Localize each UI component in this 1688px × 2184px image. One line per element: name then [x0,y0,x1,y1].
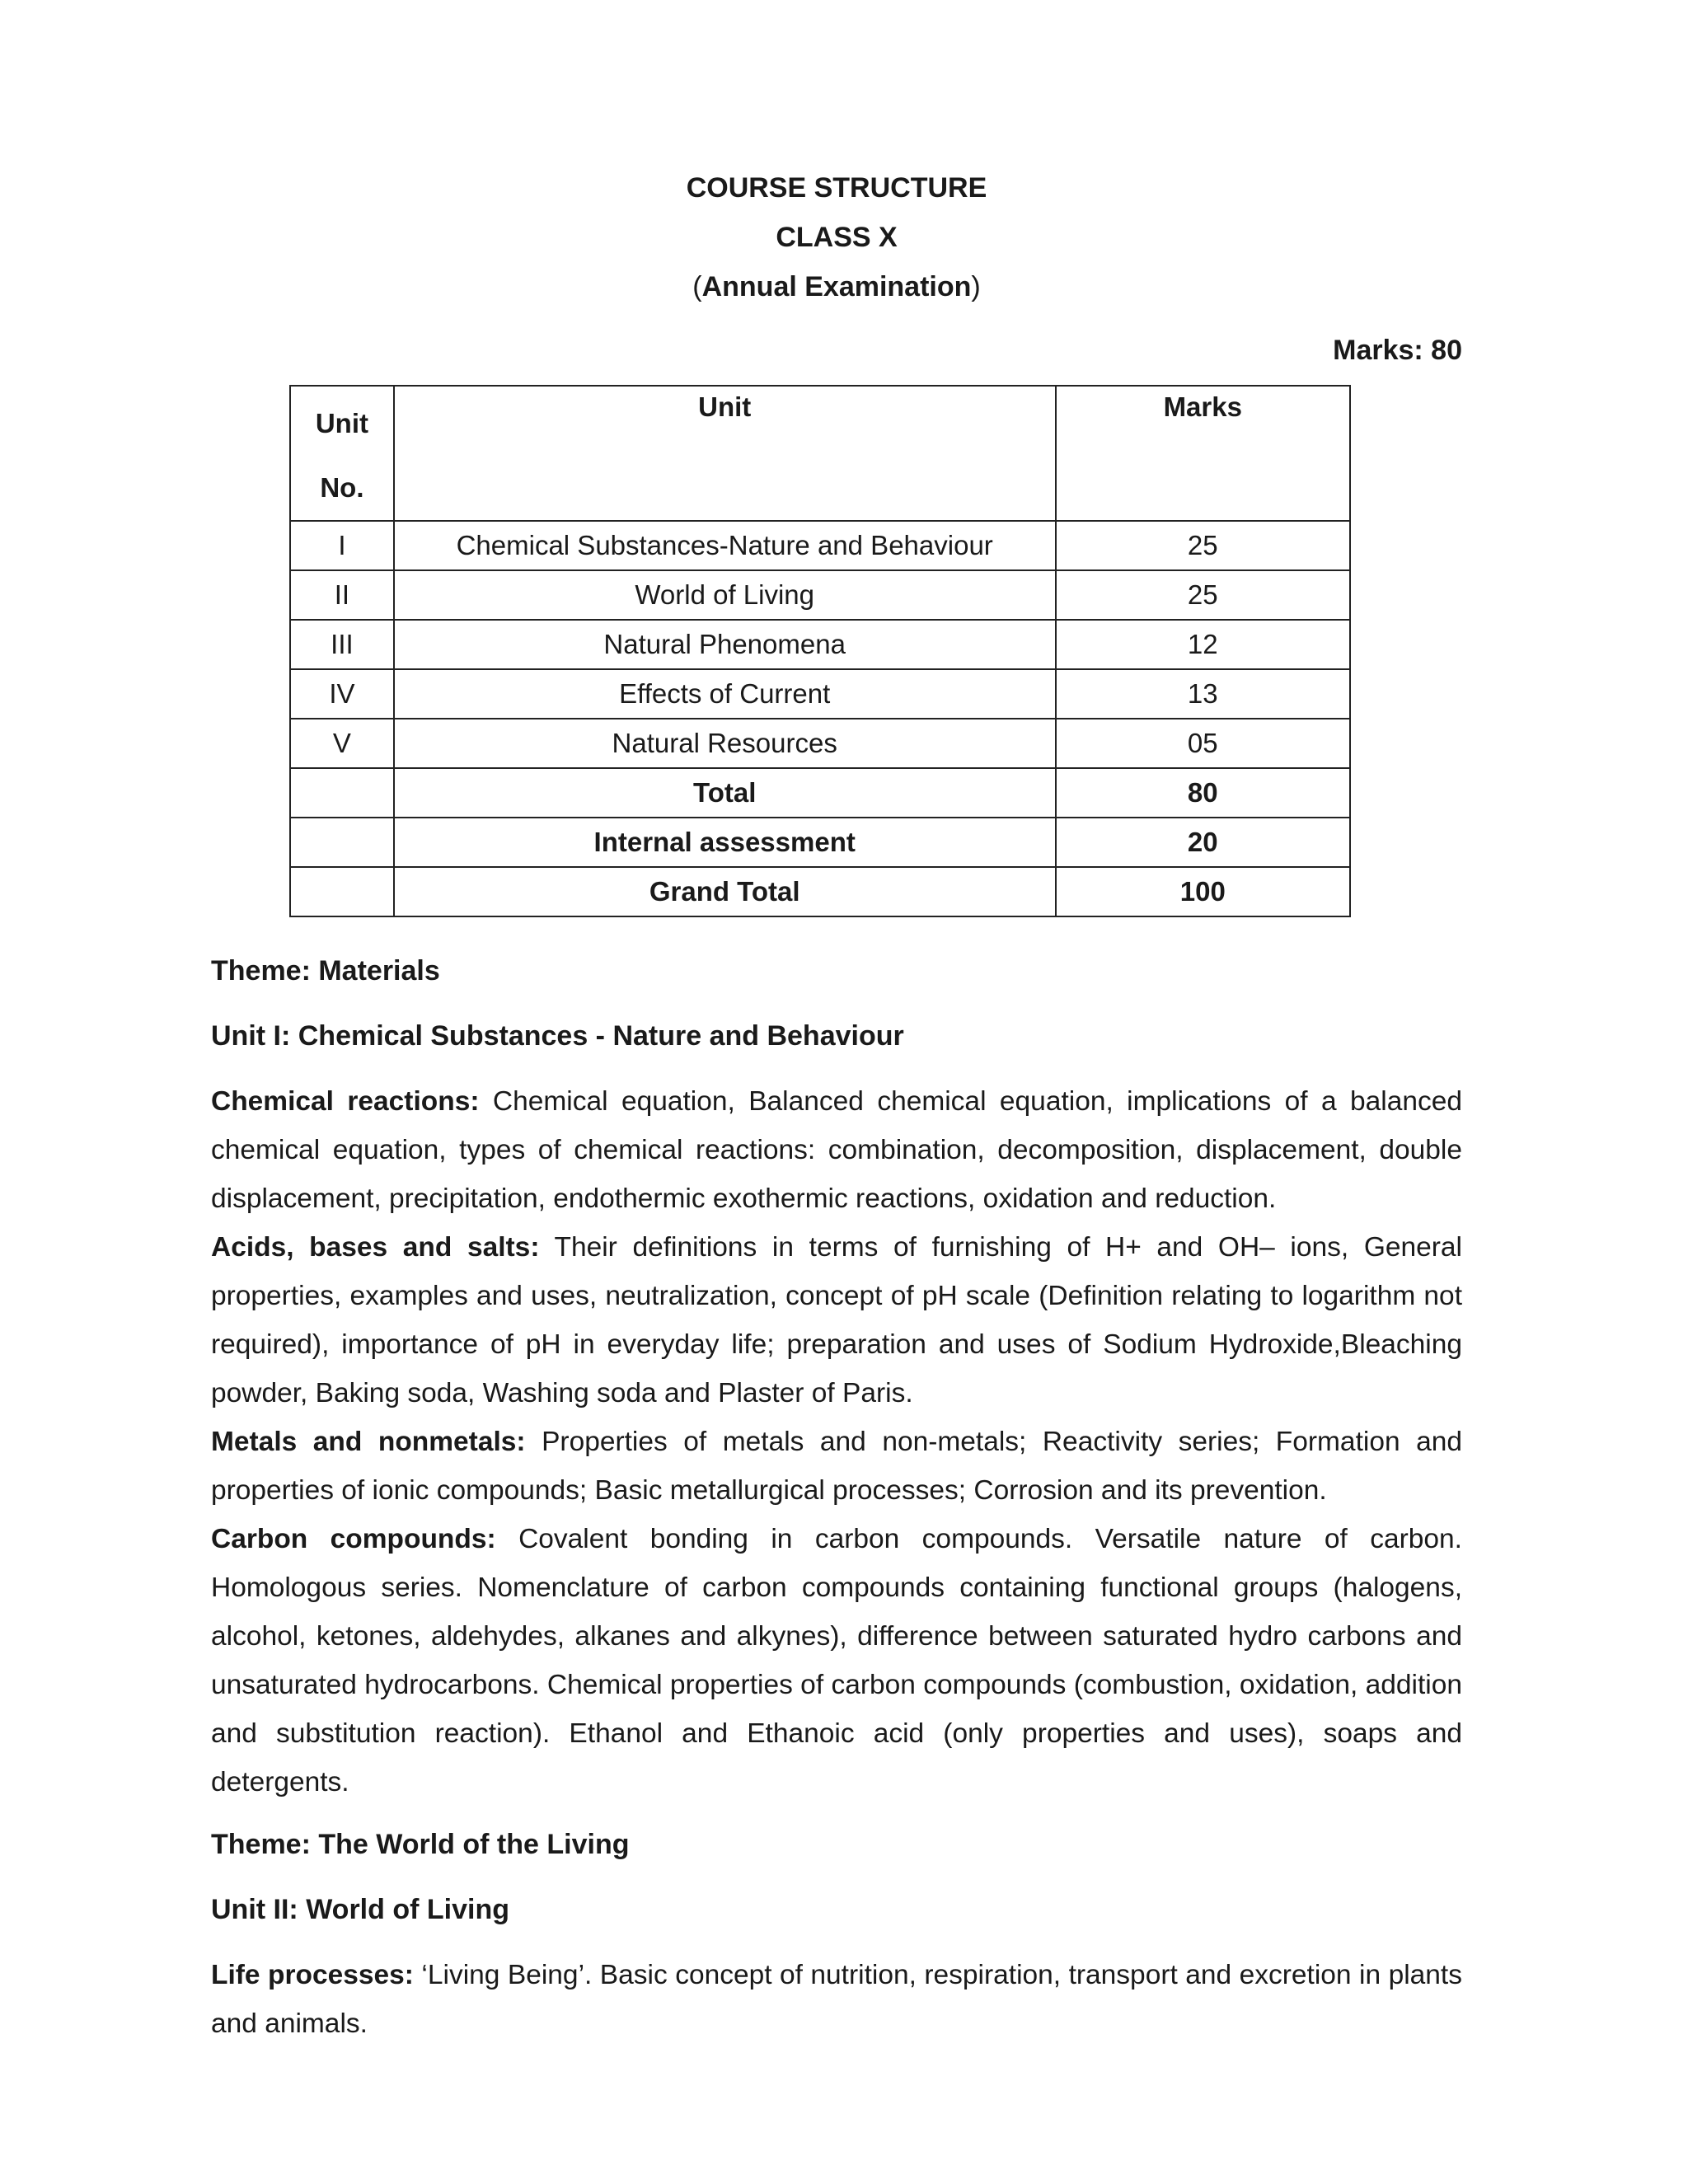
unit-name-cell: Natural Phenomena [394,620,1056,669]
acids-paragraph [211,1223,1462,1418]
unit-marks-cell: 05 [1056,719,1350,768]
unit-marks-cell: 12 [1056,620,1350,669]
grand-total-marks: 100 [1056,867,1350,916]
unit-no-cell: II [290,570,394,620]
exam-close-paren: ) [971,271,981,302]
table-row [290,719,1350,768]
metals-text: Properties of metals and non-metals; Reactivity series; Formation and properties of ionic compounds; Basic metallurgical processes; Corrosion and its prevention. [211,1427,1462,1506]
unit-marks-cell: 13 [1056,669,1350,719]
empty-cell [290,867,394,916]
carbon-paragraph [211,1515,1462,1807]
table-row [290,620,1350,669]
unit-marks-cell: 25 [1056,521,1350,570]
total-marks-cell: 80 [1056,768,1350,818]
chemical-reactions-label: Chemical reactions: [211,1086,480,1117]
grand-total-row [290,867,1350,916]
exam-label: Annual Examination [701,271,972,302]
life-processes-text: ‘Living Being’. Basic concept of nutrition, respiration, transport and excretion in plants and animals. [211,1960,1462,2039]
total-label: Total [394,768,1056,818]
internal-assessment-label: Internal assessment [394,818,1056,867]
header-marks: Marks [1056,386,1350,521]
theme-materials-heading: Theme: Materials [211,955,440,987]
table-row [290,669,1350,719]
unit2-heading: Unit II: World of Living [211,1894,509,1925]
chemical-reactions-paragraph [211,1077,1462,1223]
exam-subtitle [211,270,1462,303]
theme-living-heading: Theme: The World of the Living [211,1829,630,1860]
unit-name-cell: Effects of Current [394,669,1056,719]
life-processes-paragraph [211,1951,1462,2048]
total-marks: Marks: 80 [1333,335,1462,366]
empty-cell [290,768,394,818]
table-row [290,570,1350,620]
unit1-heading: Unit I: Chemical Substances - Nature and Behaviour [211,1020,904,1052]
header-unit-no-line2: No. [320,472,364,503]
total-row [290,768,1350,818]
unit-name-cell: World of Living [394,570,1056,620]
carbon-label: Carbon compounds: [211,1524,496,1554]
course-structure-title: COURSE STRUCTURE [686,172,987,204]
unit-no-cell: IV [290,669,394,719]
unit-name-cell: Natural Resources [394,719,1056,768]
unit-marks-table [289,385,1351,917]
internal-assessment-marks: 20 [1056,818,1350,867]
metals-label: Metals and nonmetals: [211,1427,526,1457]
life-processes-label: Life processes: [211,1960,414,1990]
table-row [290,521,1350,570]
unit-name-cell: Chemical Substances-Nature and Behaviour [394,521,1056,570]
internal-assessment-row [290,818,1350,867]
carbon-text: Covalent bonding in carbon compounds. Versatile nature of carbon. Homologous series. Nomenclature of carbon compounds containing functional groups (halogens, alcohol, ketones, aldehydes, alkanes and alkynes), difference between saturated hydro carbons and unsaturated hydrocarbons. Chemical properties of carbon compounds (combustion, oxidation, addition and substitution reaction). Ethanol and Ethanoic acid (only properties and uses), soaps and detergents. [211,1524,1462,1797]
acids-label: Acids, bases and salts: [211,1232,540,1263]
empty-cell [290,818,394,867]
unit-marks-cell: 25 [1056,570,1350,620]
header-unit-no-line1: Unit [315,408,368,438]
table-header-row [290,386,1350,521]
chemical-reactions-text: Chemical equation, Balanced chemical equation, implications of a balanced chemical equation, types of chemical reactions: combination, decomposition, displacement, double displacement, precipitation, endothermic exothermic reactions, oxidation and reduction. [211,1086,1462,1214]
unit-no-cell: III [290,620,394,669]
acids-text: Their definitions in terms of furnishing of H+ and OH– ions, General properties, examples and uses, neutralization, concept of pH scale (Definition relating to logarithm not required), importance of pH in everyday life; preparation and uses of Sodium Hydroxide,Bleaching powder, Baking soda, Washing soda and Plaster of Paris. [211,1232,1463,1408]
metals-paragraph [211,1418,1462,1515]
unit-no-cell: V [290,719,394,768]
exam-open-paren: ( [692,271,702,302]
class-title: CLASS X [776,222,898,253]
grand-total-label: Grand Total [394,867,1056,916]
header-unit: Unit [394,386,1056,521]
header-unit-no [290,386,394,521]
unit-no-cell: I [290,521,394,570]
